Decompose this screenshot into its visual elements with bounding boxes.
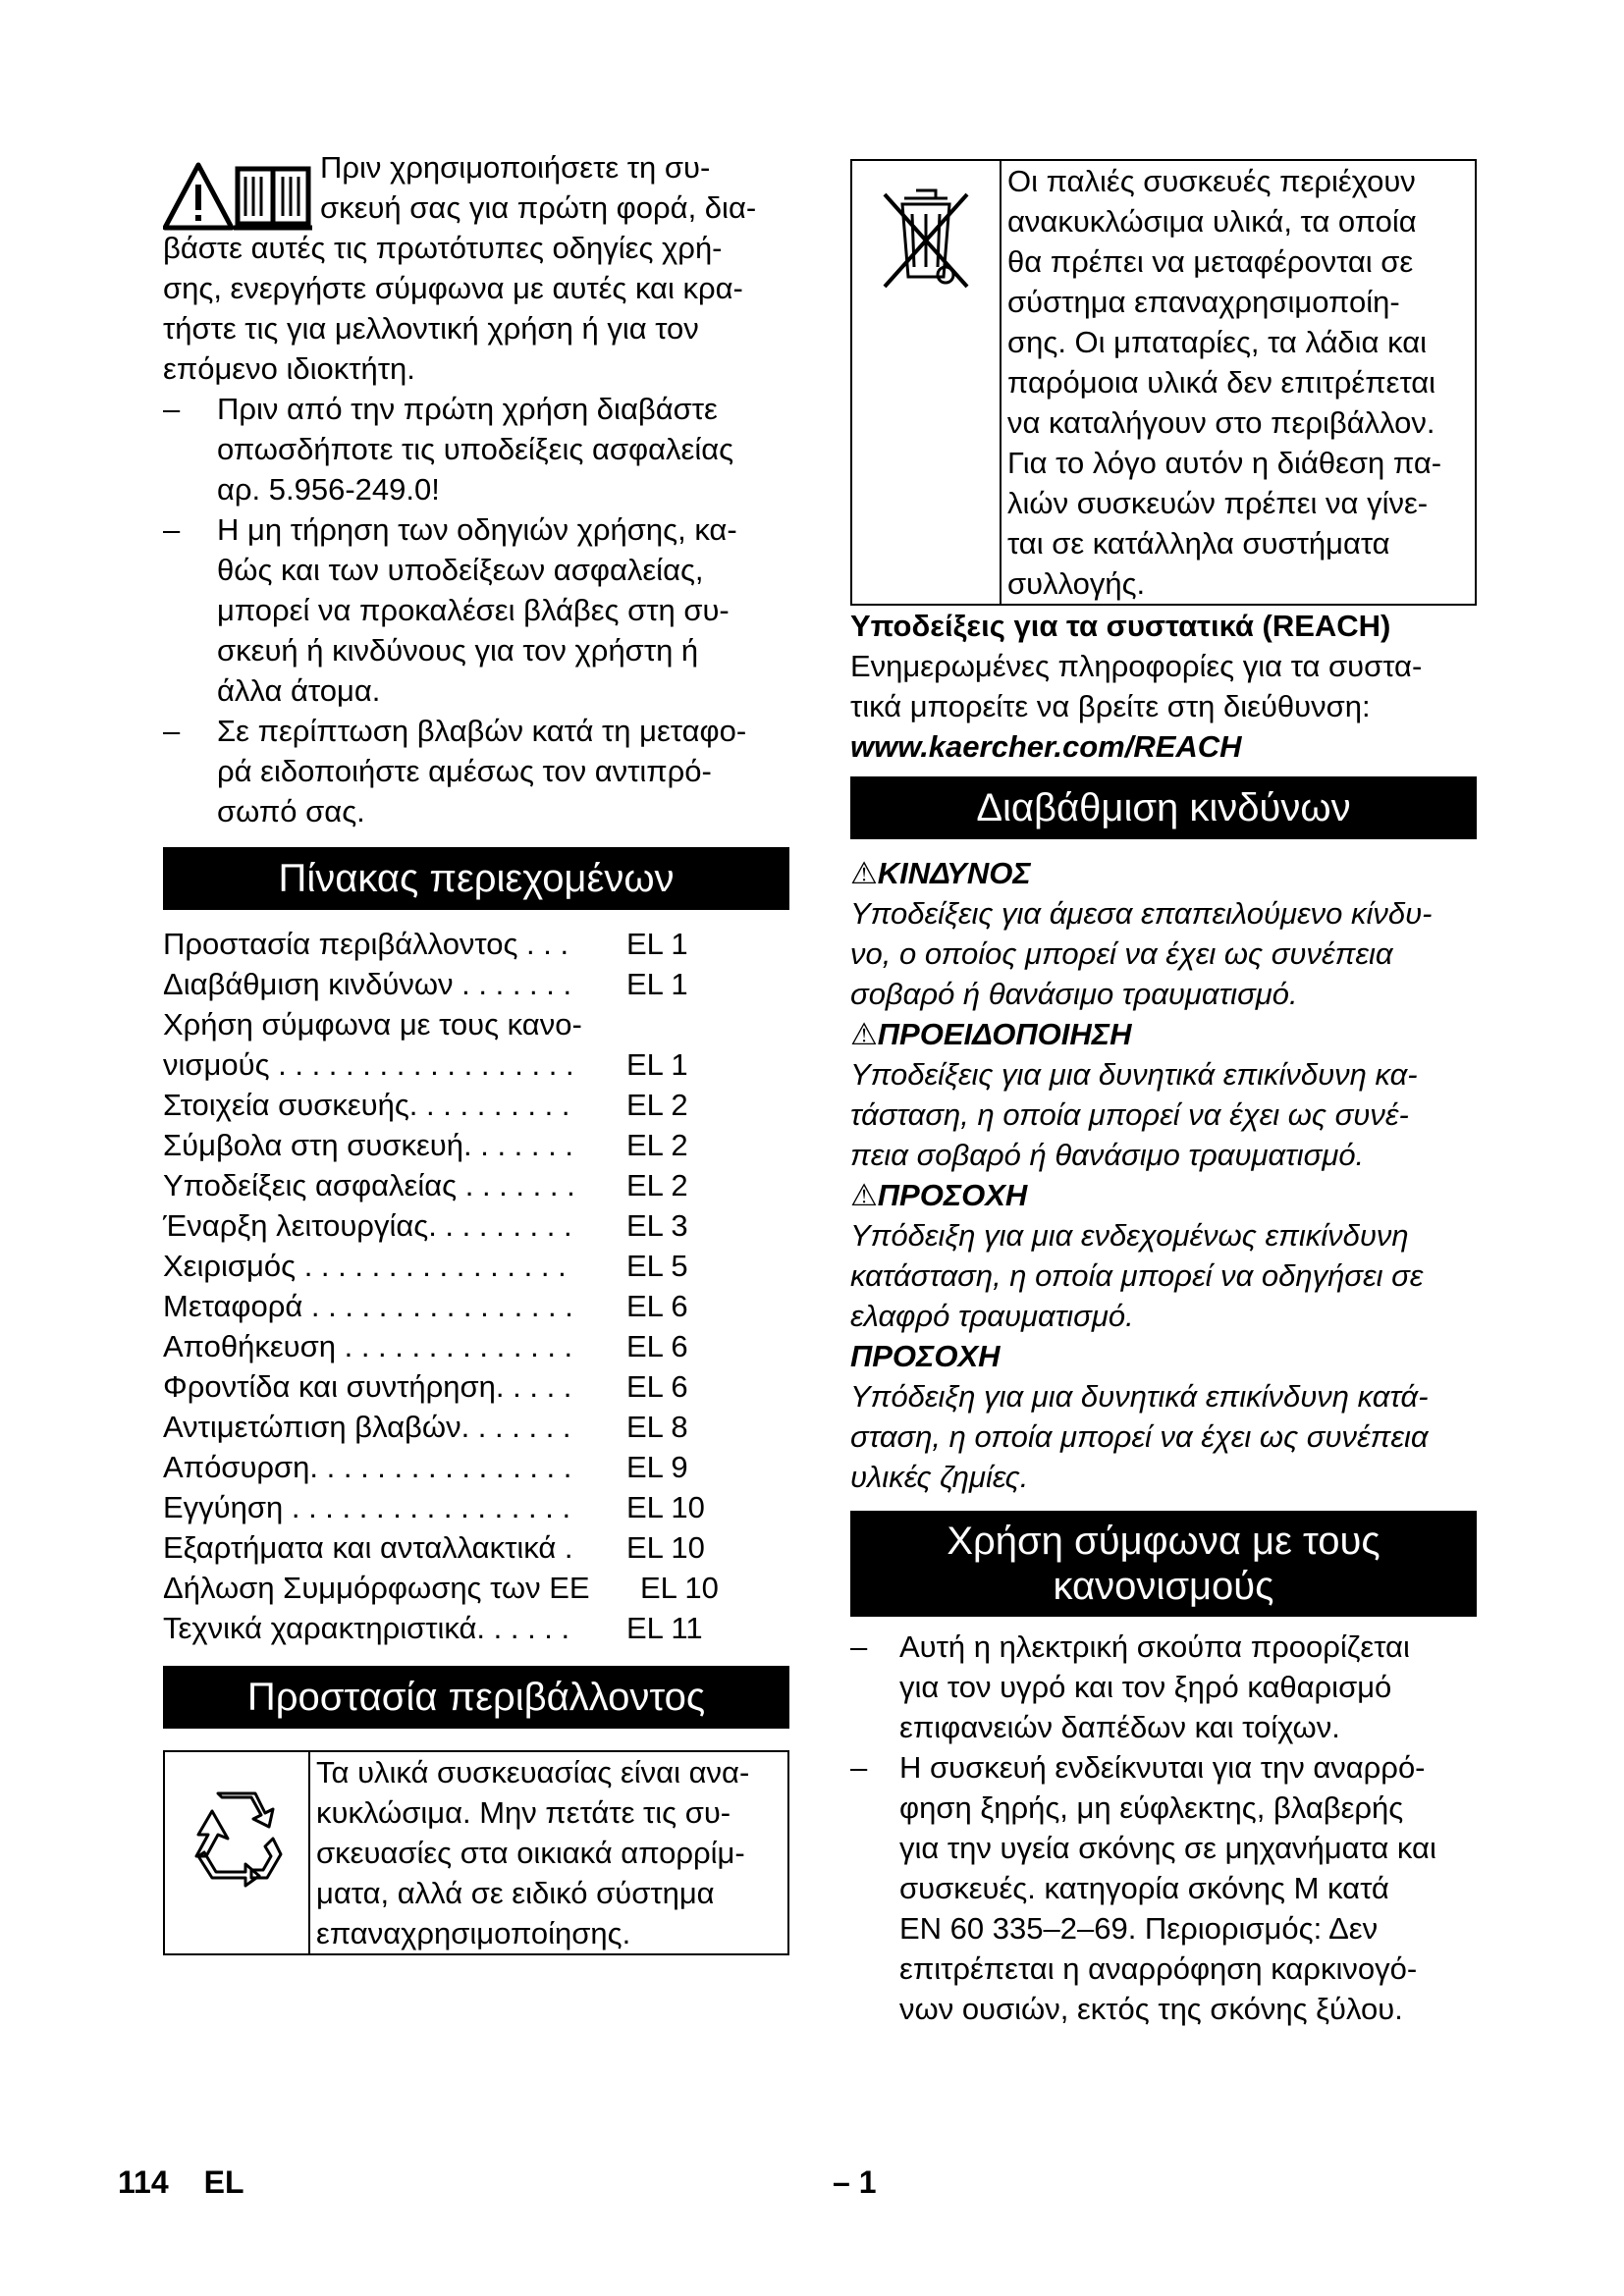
toc-row[interactable]: Έναρξη λειτουργίας. . . . . . . . . EL 3 xyxy=(163,1208,688,1243)
hazard-title-caution: ⚠ΠΡΟΣΟΧΗ xyxy=(850,1178,1028,1212)
intro-line: σκευή σας για πρώτη φορά, δια- xyxy=(320,190,757,225)
intro-section xyxy=(163,147,789,831)
reach-line: Ενημερωμένες πληροφορίες για τα συστα- xyxy=(850,649,1423,683)
toc-row[interactable]: Αποθήκευση . . . . . . . . . . . . . . EL 6 xyxy=(163,1329,688,1363)
toc-row[interactable]: Αντιμετώπιση βλαβών. . . . . . . EL 8 xyxy=(163,1410,688,1444)
toc-row[interactable]: Εγγύηση . . . . . . . . . . . . . . . . . EL 10 xyxy=(163,1490,705,1524)
recycle-cell xyxy=(165,1752,310,1953)
right-column xyxy=(850,159,1477,2029)
packaging-box xyxy=(163,1750,789,1955)
toc-row[interactable]: Χρήση σύμφωνα με τους κανο- xyxy=(163,1007,582,1041)
toc-row[interactable]: Διαβάθμιση κινδύνων . . . . . . . EL 1 xyxy=(163,967,688,1001)
bullet-dash: – xyxy=(163,392,181,426)
intended-use-list xyxy=(850,1627,1477,2029)
toc-row[interactable]: Σύμβολα στη συσκευή. . . . . . . EL 2 xyxy=(163,1128,688,1162)
disposal-box xyxy=(850,159,1477,606)
intro-line: επόμενο ιδιοκτήτη. xyxy=(163,351,415,386)
intro-line: τήστε τις για μελλοντική χρήση ή για τον xyxy=(163,311,699,346)
intro-line: Πριν χρησιμοποιήσετε τη συ- xyxy=(320,150,711,185)
disposal-text: Οι παλιές συσκευές περιέχουν ανακυκλώσιμα υλικά, τα οποία θα πρέπει να μεταφέρονται σε σύστημα επαναχρησιμοποίη- σης. Οι μπαταρίες, τα λάδια και παρόμοια υλικά δεν επιτρέπεται να καταλήγουν στο περιβάλλον. Για το λόγο αυτόν η διάθεση πα- λιών συσκευών πρέπει να γίνε- ται σε κατάλληλα συστήματα συλλογής. xyxy=(1007,164,1442,601)
footer-page-number: 114 EL xyxy=(118,2164,244,2200)
toc-row[interactable]: Φροντίδα και συντήρηση. . . . . EL 6 xyxy=(163,1369,688,1404)
bullet-dash: – xyxy=(163,512,181,547)
intended-bullet: – Η συσκευή ενδείκνυται για την αναρρό- φηση ξηρής, μη εύφλεκτης, βλαβερής για την υγεία σκόνης σε μηχανήματα και συσκευές. κατηγορία σκόνης M κατά EN 60 335–2–69. Περιορισμός: Δεν επιτρέπεται η αναρρόφηση καρκινογό- νων ουσιών, εκτός της σκόνης ξύλου. xyxy=(850,1750,1436,2026)
toc-row[interactable]: Χειρισμός . . . . . . . . . . . . . . . . EL 5 xyxy=(163,1249,688,1283)
warning-triangle-icon: ⚠ xyxy=(850,856,878,890)
bullet-dash: – xyxy=(163,714,181,748)
packaging-text: Τα υλικά συσκευασίας είναι ανα- κυκλώσιμα. Μην πετάτε τις συ- σκευασίες στα οικιακά απορρίμ- ματα, αλλά σε ειδικό σύστημα επαναχρησιμοποίησης. xyxy=(316,1755,750,1950)
hazard-title-danger: ⚠ΚΙΝΔΥΝΟΣ xyxy=(850,856,1031,890)
reach-title: Υποδείξεις για τα συστατικά (REACH) xyxy=(850,609,1391,643)
toc-list xyxy=(163,924,789,1648)
intended-bullet: – Αυτή η ηλεκτρική σκούπα προορίζεται για τον υγρό και τον ξηρό καθαρισμό επιφανειών δαπέδων και τοίχων. xyxy=(850,1629,1410,1744)
toc-row[interactable]: Απόσυρση. . . . . . . . . . . . . . . . EL 9 xyxy=(163,1450,688,1484)
toc-row[interactable]: Υποδείξεις ασφαλείας . . . . . . . EL 2 xyxy=(163,1168,688,1202)
hazard-title-notice: ΠΡΟΣΟΧΗ xyxy=(850,1339,1001,1373)
warning-triangle-icon: ⚠ xyxy=(850,1017,878,1051)
left-column xyxy=(163,147,789,1955)
env-heading: Προστασία περιβάλλοντος xyxy=(163,1666,789,1729)
toc-row[interactable]: νισμούς . . . . . . . . . . . . . . . . . . EL 1 xyxy=(163,1047,688,1082)
warning-manual-icon xyxy=(163,161,312,232)
toc-row[interactable]: Δήλωση Συμμόρφωσης των ΕΕ EL 10 xyxy=(163,1571,719,1605)
intro-bullet: – Σε περίπτωση βλαβών κατά τη μεταφο- ρά ειδοποιήστε αμέσως τον αντιπρό- σωπό σας. xyxy=(163,711,789,831)
intro-line: βάστε αυτές τις πρωτότυπες οδηγίες χρή- xyxy=(163,231,723,265)
toc-row[interactable]: Εξαρτήματα και ανταλλακτικά . EL 10 xyxy=(163,1530,705,1565)
intro-bullet: – Πριν από την πρώτη χρήση διαβάστε οπωσδήποτε τις υποδείξεις ασφαλείας αρ. 5.956-249.0! xyxy=(163,389,789,509)
intended-use-heading: Χρήση σύμφωνα με τους κανονισμούς xyxy=(850,1511,1477,1617)
toc-row[interactable]: Στοιχεία συσκευής. . . . . . . . . . EL 2 xyxy=(163,1088,688,1122)
warning-triangle-icon: ⚠ xyxy=(850,1178,878,1212)
hazard-title-warning: ⚠ΠΡΟΕΙΔΟΠΟΙΗΣΗ xyxy=(850,1017,1132,1051)
intro-line: σης, ενεργήστε σύμφωνα με αυτές και κρα- xyxy=(163,271,743,305)
toc-row[interactable]: Μεταφορά . . . . . . . . . . . . . . . . EL 6 xyxy=(163,1289,688,1323)
intro-bullet: – Η μη τήρηση των οδηγιών χρήσης, κα- θώς και των υποδείξεων ασφαλείας, μπορεί να προκαλέσει βλάβες στη συ- σκευή ή κινδύνους για τον χρήστη ή άλλα άτομα. xyxy=(163,509,789,711)
disposal-cell xyxy=(852,161,1001,604)
hazard-levels: ⚠ΚΙΝΔΥΝΟΣ Υποδείξεις για άμεσα επαπειλούμενο κίνδυ- νο, ο οποίος μπορεί να έχει ως συνέπεια σοβαρό ή θανάσιμο τραυματισμό. ⚠ΠΡΟΕΙΔΟΠΟΙΗΣΗ Υποδείξεις για μια δυνητικά επικίνδυνη κα- τάσταση, η οποία μπορεί να έχει ως συνέ- πεια σοβαρό ή θανάσιμο τραυματισμό. ⚠ΠΡΟΣΟΧΗ Υπόδειξη για μια ενδεχομένως επικίνδυνη κατάσταση, η οποία μπορεί να οδηγήσει σε ελαφρό τραυματισμό. ΠΡΟΣΟΧΗ Υπόδειξη για μια δυνητικά επικίνδυνη κατά- σταση, η οποία μπορεί να έχει ως συνέπεια υλικές ζημίες. xyxy=(850,853,1477,1497)
toc-row[interactable]: Προστασία περιβάλλοντος . . . EL 1 xyxy=(163,927,688,961)
hazard-heading: Διαβάθμιση κινδύνων xyxy=(850,776,1477,839)
toc-row[interactable]: Τεχνικά χαρακτηριστικά. . . . . . EL 11 xyxy=(163,1611,703,1645)
crossed-bin-icon xyxy=(877,185,975,302)
reach-line: τικά μπορείτε να βρείτε στη διεύθυνση: xyxy=(850,689,1371,723)
toc-heading: Πίνακας περιεχομένων xyxy=(163,847,789,910)
footer-center: – 1 xyxy=(833,2164,877,2200)
recycle-icon xyxy=(183,1784,291,1892)
reach-url-link[interactable]: www.kaercher.com/REACH xyxy=(850,729,1242,764)
